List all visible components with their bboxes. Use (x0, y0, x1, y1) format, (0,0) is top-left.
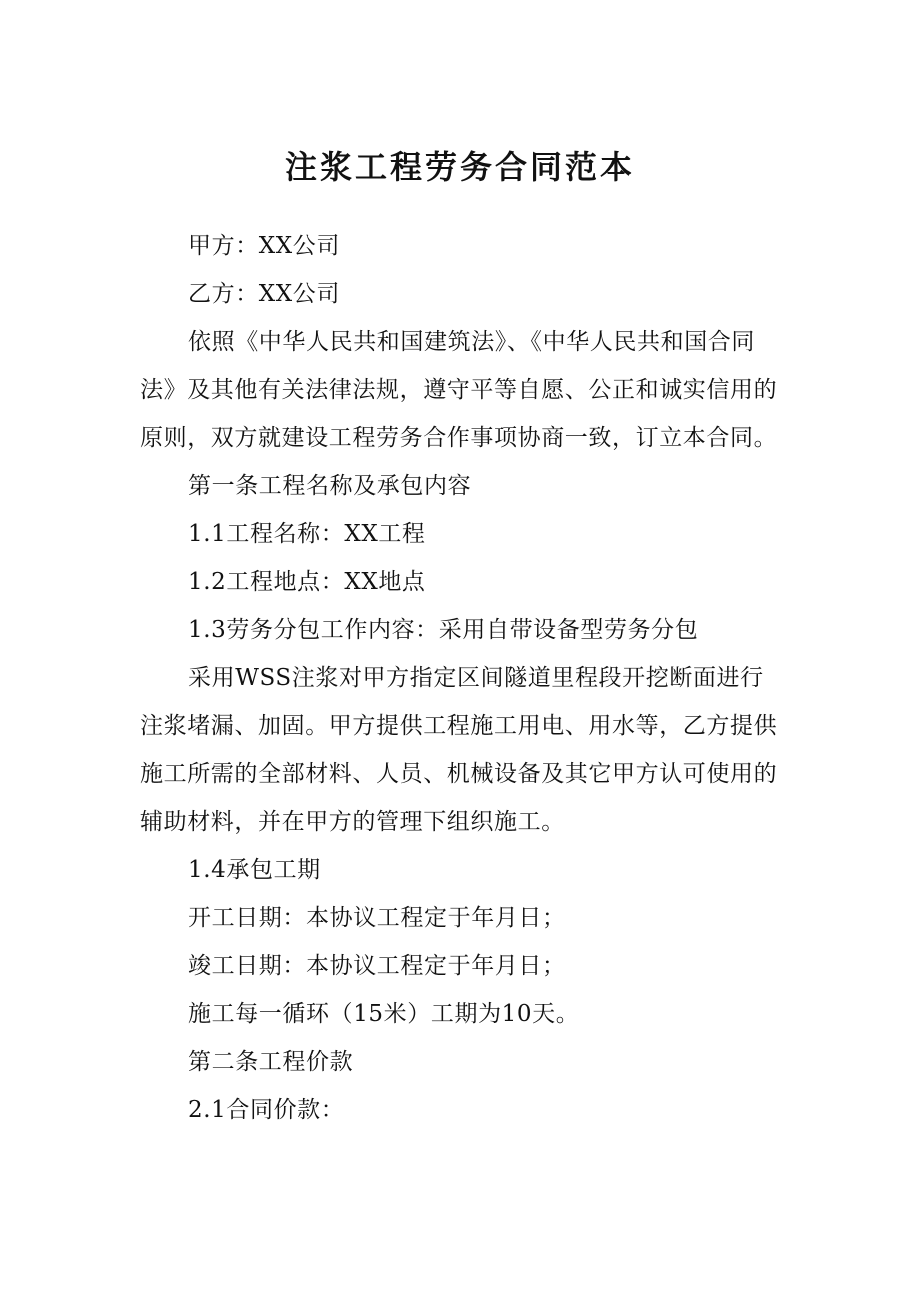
article-1-heading: 第一条工程名称及承包内容 (188, 473, 472, 499)
start-date: 开工日期：本协议工程定于年月日； (188, 905, 566, 931)
preamble-paragraph: 依照《中华人民共和国建筑法》、《中华人民共和国合同法》及其他有关法律法规，遵守平等自愿、公正和诚实信用的原则，双方就建设工程劳务合作事项协商一致，订立本合同。 (140, 329, 778, 451)
clause-2-1: 2.1合同价款： (188, 1097, 345, 1123)
completion-date: 竣工日期：本协议工程定于年月日； (188, 953, 566, 979)
clause-1-4: 1.4承包工期 (188, 857, 321, 883)
document-title: 注浆工程劳务合同范本 (284, 148, 635, 186)
article-2-heading: 第二条工程价款 (188, 1049, 354, 1075)
clause-1-2: 1.2工程地点：XX地点 (188, 569, 426, 595)
party-a: 甲方：XX公司 (188, 233, 340, 259)
clause-1-1: 1.1工程名称：XX工程 (188, 521, 426, 547)
party-b: 乙方：XX公司 (188, 281, 340, 307)
cycle-duration: 施工每一循环（15米）工期为10天。 (188, 1001, 580, 1027)
clause-1-3: 1.3劳务分包工作内容：采用自带设备型劳务分包 (188, 617, 699, 643)
document-body (140, 222, 782, 1134)
work-description-paragraph: 采用WSS注浆对甲方指定区间隧道里程段开挖断面进行注浆堵漏、加固。甲方提供工程施工用电、用水等，乙方提供施工所需的全部材料、人员、机械设备及其它甲方认可使用的辅助材料，并在甲方的管理下组织施工。 (140, 665, 778, 835)
